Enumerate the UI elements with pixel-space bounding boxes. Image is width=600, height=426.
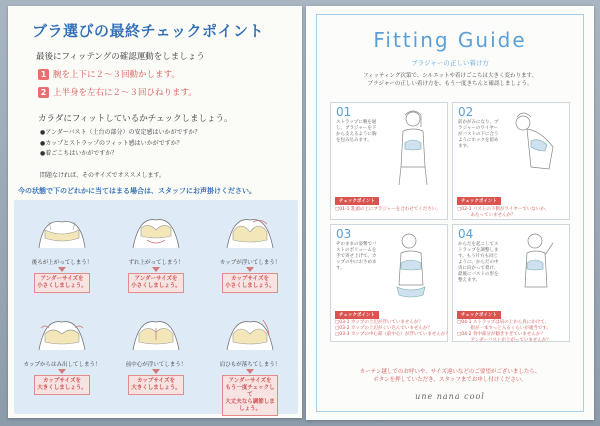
exercise-step-2 [38, 86, 197, 98]
woman-putting-on-bra-illustration [379, 107, 443, 185]
check-point-tag: チェックポイント [457, 197, 501, 205]
step-description: ストラップに腕を通し、ブラジャーを下から支えるように胸を包み込みます。 [336, 120, 377, 143]
down-arrow-icon [246, 369, 254, 374]
step-panel-04 [452, 224, 570, 342]
step-number: 01 [336, 105, 352, 119]
problem-label: 前中心が浮いてしまう！ [125, 362, 187, 368]
problem-label: カップが浮いてしまう！ [219, 260, 281, 266]
problem-cell [206, 310, 294, 416]
advice-box: カップサイズを 大きくしましょう。 [34, 375, 90, 395]
check-point-text: □02-1 バストの下側がワイヤーでいないか、 あたっていませんか？ [457, 207, 550, 218]
step-text: 腕を上下に２～３回動かします。 [53, 70, 180, 80]
problem-label: カップからはみ出してしまう！ [23, 362, 101, 368]
advice-box: カップサイズを 小さくしましょう。 [222, 273, 278, 293]
step-number-badge: 1 [38, 69, 49, 80]
step-number: 03 [336, 227, 352, 241]
check-item: ●アンダーバスト（土台の部分）の安定感はいかがですか？ [40, 129, 201, 136]
problem-cell [112, 208, 200, 293]
problem-label: 後ろが上がってしまう！ [31, 260, 93, 266]
guide-intro: フィッティング次第で、シルエットや着けごこちは大きく変わります。 ブラジャーの正しい着け方を、もう一度きちんと確認しましょう。 [362, 73, 538, 87]
check-point-tag: チェックポイント [335, 311, 379, 319]
down-arrow-icon [246, 267, 254, 272]
step-text: 上半身を左右に２～３回ひねります。 [53, 88, 197, 98]
check-item: ●カップとストラップのフィット感はいかがですか？ [40, 139, 183, 147]
down-arrow-icon [58, 369, 66, 374]
check-point-tag: チェックポイント [335, 197, 379, 205]
problem-cell [18, 310, 106, 395]
down-arrow-icon [152, 267, 160, 272]
problem-cell [18, 208, 106, 293]
woman-adjusting-strap-illustration [501, 229, 565, 307]
check-point-text: □01-1 乳頭の上にブラジャーを合わせてください。 [335, 207, 441, 212]
bra-riding-up-illustration [129, 208, 183, 252]
advice-box: カップサイズを 大きくしましょう。 [128, 375, 184, 395]
step-description: 前かがみになり、ブラジャーのワイヤーがバストの下に合うようにホックを留めます。 [458, 120, 499, 149]
final-check-title: ブラ選びの最終チェックポイント [32, 22, 265, 40]
woman-lifting-bust-illustration [379, 229, 443, 307]
step-number-badge: 2 [38, 87, 49, 98]
step-description: からだを起こしてストラップを調整します。もう片方も同じように、からだの中央に向かって着け、最後にバストの形を整えます。 [458, 242, 499, 283]
brand-logo: une nana cool [415, 392, 485, 401]
check-point-tag: チェックポイント [457, 311, 501, 319]
problem-label: 肩ひもが落ちてしまう！ [219, 362, 281, 368]
cup-floating-illustration [223, 208, 277, 252]
center-gore-floating-illustration [129, 310, 183, 354]
final-check-card [8, 6, 302, 418]
woman-leaning-forward-illustration [501, 107, 565, 185]
problem-cell [112, 310, 200, 395]
advice-box: アンダーサイズを 小さくしましょう。 [128, 273, 184, 293]
exercise-step-1 [38, 68, 180, 80]
recommend-note: 問題なければ、そのサイズでオススメします。 [40, 172, 165, 179]
check-item: ●着ごこちはいかがですか？ [40, 150, 118, 157]
advice-box: アンダーサイズを もう一度チェックして 大丈夫なら調節しましょう。 [222, 375, 278, 416]
step-number: 02 [458, 105, 474, 119]
problem-cell [206, 208, 294, 293]
fit-check-list [40, 128, 200, 160]
problem-grid [14, 200, 298, 414]
fitting-guide-card [306, 6, 594, 420]
step-panel-03 [330, 224, 448, 342]
staff-call-footer: カーテン越しでのお呼いや、サイズ違いなどのご要望がございましたら、 ボタンを押していただき、スタッフまでお申し付けください。 [359, 369, 541, 383]
bra-back-rising-illustration [35, 208, 89, 252]
fit-check-heading: カラダにフィットしているかチェックしましょう。 [38, 114, 233, 124]
problem-label: ずれ上がってしまう！ [128, 260, 184, 266]
step-panel-01 [330, 102, 448, 220]
cup-overflow-illustration [35, 310, 89, 354]
fitting-exercise-intro: 最後にフィッテングの確認運動をしましょう [36, 52, 205, 62]
step-description: そのままの姿勢でバストのボリュームを手で寄せ上げて、カップの中におさめます。 [336, 242, 377, 271]
strap-falling-illustration [223, 310, 277, 354]
step-panel-02 [452, 102, 570, 220]
down-arrow-icon [58, 267, 66, 272]
check-point-text: □03-1 カップの上辺が浮いていませんか？ □03-2 カップの上辺がくい込んでいませんか？ □03-3 カップの中心部（前中心）が浮いていませんか？ [335, 320, 450, 337]
staff-call-notice: 今の状態で下のどれかに当てはまる場合は、スタッフにお声掛けください。 [18, 187, 256, 195]
guide-title: Fitting Guide [373, 28, 527, 52]
down-arrow-icon [152, 369, 160, 374]
step-number: 04 [458, 227, 474, 241]
advice-box: アンダーサイズを 小さくしましょう。 [34, 273, 90, 293]
check-point-text: □04-1 ストラップは肩の上から真にかけて、 指が一本すっと入るくらいが適当です。 □04-2 背中部分が傾きすぎていませんか？ アンダーバストが上がっていませんか？ [457, 320, 551, 343]
guide-subtitle: ブラジャーの正しい着け方 [411, 59, 489, 67]
